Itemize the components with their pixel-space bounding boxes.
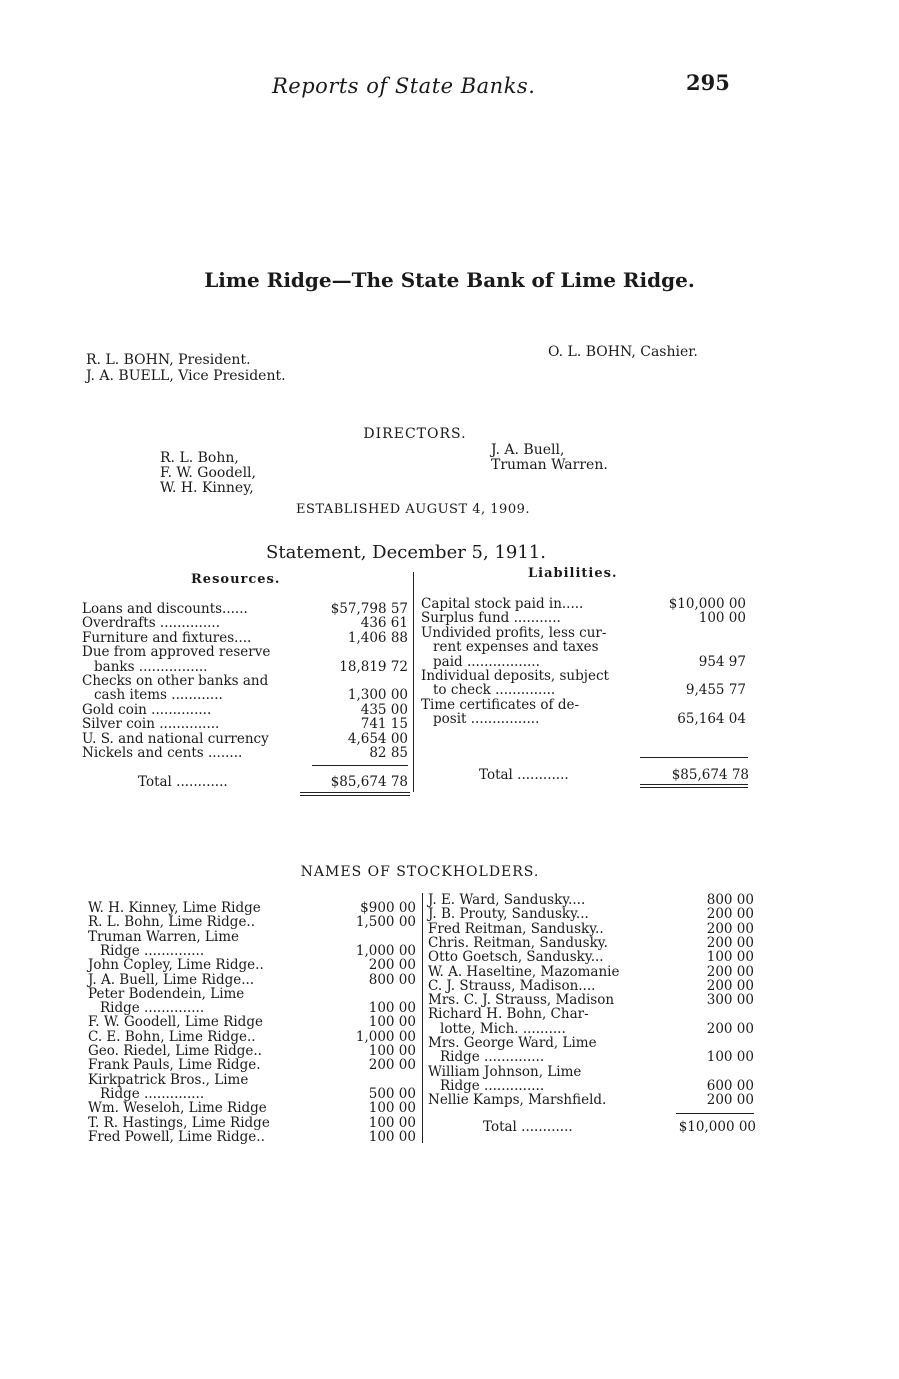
stockholder-amount: 100 00 (368, 1128, 416, 1145)
stockholder-amount: $900 00 (360, 900, 416, 916)
resource-amount: 436 61 (360, 615, 408, 632)
stockholder-amount: 100 00 (368, 1043, 416, 1059)
liability-label: Surplus fund ........... (421, 610, 561, 627)
stockholder-amount: 1,000 00 (355, 942, 416, 959)
officer-vice-president: J. A. BUELL, Vice President. (86, 368, 286, 384)
stockholder-amount: 800 00 (706, 892, 754, 908)
stockholder-amount: 200 00 (706, 920, 754, 937)
liability-label: paid ................. (433, 653, 540, 670)
stockholder-name: Chris. Reitman, Sandusky. (428, 934, 608, 951)
stockholder-name: lotte, Mich. .......... (440, 1020, 566, 1037)
stockholder-name: Peter Bodendein, Lime (88, 985, 245, 1002)
stockholder-amount: 300 00 (706, 992, 754, 1009)
stockholder-amount: 500 00 (368, 1085, 416, 1102)
stockholder-name: J. A. Buell, Lime Ridge... (88, 971, 255, 988)
resource-amount: 741 15 (360, 716, 408, 733)
resource-label: U. S. and national currency (82, 730, 269, 747)
liability-label: Undivided profits, less cur- (421, 624, 607, 641)
liabilities-heading: Liabilities. (528, 566, 618, 581)
liability-label: posit ................ (433, 711, 540, 728)
stockholder-amount: 100 00 (368, 1000, 416, 1017)
resource-amount: 4,654 00 (347, 730, 408, 747)
resource-amount: 1,300 00 (347, 687, 408, 704)
stockholder-amount: 100 00 (368, 1014, 416, 1031)
stockholder-name: J. B. Prouty, Sandusky... (428, 906, 589, 923)
stockholder-name: J. E. Ward, Sandusky.... (428, 892, 586, 908)
stockholder-name: T. R. Hastings, Lime Ridge (88, 1114, 270, 1131)
stockholder-name: Ridge .............. (100, 1000, 205, 1017)
page-number: 295 (686, 70, 730, 95)
resource-amount: 435 00 (360, 701, 408, 718)
director-name: Truman Warren. (491, 457, 608, 473)
stockholder-amount: 600 00 (706, 1077, 754, 1094)
officer-cashier: O. L. BOHN, Cashier. (548, 344, 698, 360)
stockholder-name: William Johnson, Lime (428, 1063, 582, 1080)
rule (676, 1113, 754, 1114)
resource-label: Loans and discounts...... (82, 601, 248, 617)
resource-label: Overdrafts .............. (82, 615, 220, 632)
stockholder-amount: 200 00 (706, 977, 754, 994)
resource-label: Due from approved reserve (82, 644, 271, 661)
stockholder-name: Mrs. George Ward, Lime (428, 1035, 597, 1051)
total-amount: $85,674 78 (671, 767, 749, 783)
resource-label: Furniture and fixtures.... (82, 629, 252, 646)
stockholders-heading: NAMES OF STOCKHOLDERS. (300, 864, 540, 880)
stockholder-name: R. L. Bohn, Lime Ridge.. (88, 914, 256, 931)
liability-amount: 100 00 (698, 610, 746, 627)
resource-amount: $57,798 57 (330, 601, 408, 617)
stockholder-name: Ridge .............. (100, 942, 205, 959)
stockholder-amount: 200 00 (368, 1057, 416, 1074)
stockholder-name: Kirkpatrick Bros., Lime (88, 1071, 249, 1088)
liability-amount: $10,000 00 (668, 596, 746, 612)
liability-label: to check .............. (433, 682, 556, 699)
rule (312, 765, 408, 766)
resource-label: Nickels and cents ........ (82, 745, 243, 761)
director-name: W. H. Kinney, (160, 480, 254, 496)
stockholder-amount: 200 00 (706, 1092, 754, 1109)
stockholder-name: C. J. Strauss, Madison.... (428, 977, 596, 994)
stockholder-name: John Copley, Lime Ridge.. (88, 957, 264, 974)
stockholder-name: Ridge .............. (100, 1085, 205, 1102)
resource-amount: 18,819 72 (339, 658, 408, 675)
stockholder-amount: 200 00 (706, 906, 754, 923)
stockholder-name: Frank Pauls, Lime Ridge. (88, 1057, 261, 1074)
stockholder-name: Wm. Weseloh, Lime Ridge (88, 1100, 267, 1117)
liability-label: rent expenses and taxes (433, 639, 599, 656)
stockholder-amount: 100 00 (368, 1100, 416, 1117)
double-rule (300, 792, 410, 796)
director-name: R. L. Bohn, (160, 450, 239, 466)
stockholder-name: Mrs. C. J. Strauss, Madison (428, 992, 615, 1009)
resource-label: Silver coin .............. (82, 716, 220, 733)
running-title: Reports of State Banks. (272, 74, 536, 98)
stockholder-name: F. W. Goodell, Lime Ridge (88, 1014, 263, 1031)
stockholder-name: Geo. Riedel, Lime Ridge.. (88, 1043, 262, 1059)
resource-label: Gold coin .............. (82, 701, 212, 718)
statement-title: Statement, December 5, 1911. (266, 542, 546, 563)
stockholder-name: Nellie Kamps, Marshfield. (428, 1092, 607, 1109)
established-date: ESTABLISHED AUGUST 4, 1909. (296, 502, 530, 517)
liability-amount: 9,455 77 (685, 682, 746, 699)
directors-heading: DIRECTORS. (363, 426, 467, 442)
resource-amount: 82 85 (369, 745, 408, 761)
stockholder-name: W. H. Kinney, Lime Ridge (88, 900, 261, 916)
resource-label: banks ................ (94, 658, 208, 675)
resource-amount: 1,406 88 (347, 629, 408, 646)
liability-amount: 65,164 04 (677, 711, 746, 728)
resources-heading: Resources. (191, 572, 281, 587)
liability-label: Individual deposits, subject (421, 668, 609, 684)
stockholder-name: Ridge .............. (440, 1077, 545, 1094)
rule (640, 757, 748, 758)
stockholder-name: Fred Powell, Lime Ridge.. (88, 1128, 265, 1145)
stockholder-amount: 200 00 (706, 1020, 754, 1037)
total-amount: $85,674 78 (330, 774, 408, 790)
stockholder-amount: 1,000 00 (355, 1028, 416, 1045)
column-divider (422, 893, 423, 1143)
stockholder-amount: 200 00 (368, 957, 416, 974)
running-header (0, 70, 899, 104)
stockholder-name: Richard H. Bohn, Char- (428, 1006, 589, 1023)
liability-amount: 954 97 (698, 653, 746, 670)
stockholder-amount: 200 00 (706, 934, 754, 951)
director-name: J. A. Buell, (491, 442, 565, 458)
stockholder-name: W. A. Haseltine, Mazomanie (428, 963, 620, 980)
stockholder-name: Truman Warren, Lime (88, 928, 239, 945)
column-divider (413, 572, 414, 792)
stockholder-amount: 200 00 (706, 963, 754, 980)
stockholder-name: Otto Goetsch, Sandusky... (428, 949, 604, 966)
liability-label: Capital stock paid in..... (421, 596, 584, 612)
stockholder-name: Ridge .............. (440, 1049, 545, 1066)
stockholder-name: Fred Reitman, Sandusky.. (428, 920, 604, 937)
stockholder-amount: 100 00 (706, 1049, 754, 1066)
officer-president: R. L. BOHN, President. (86, 352, 251, 368)
bank-title: Lime Ridge—The State Bank of Lime Ridge. (204, 268, 695, 292)
stockholder-amount: 100 00 (368, 1114, 416, 1131)
double-rule (640, 784, 748, 788)
resource-label: Checks on other banks and (82, 673, 269, 689)
total-label: Total ............ (479, 767, 569, 783)
total-label: Total ............ (483, 1119, 573, 1135)
resource-label: cash items ............ (94, 687, 223, 704)
director-name: F. W. Goodell, (160, 465, 256, 481)
total-label: Total ............ (138, 774, 228, 790)
total-amount: $10,000 00 (678, 1119, 756, 1135)
liability-label: Time certificates of de- (421, 696, 580, 713)
stockholder-name: C. E. Bohn, Lime Ridge.. (88, 1028, 256, 1045)
stockholder-amount: 1,500 00 (355, 914, 416, 931)
stockholder-amount: 100 00 (706, 949, 754, 966)
stockholder-amount: 800 00 (368, 971, 416, 988)
